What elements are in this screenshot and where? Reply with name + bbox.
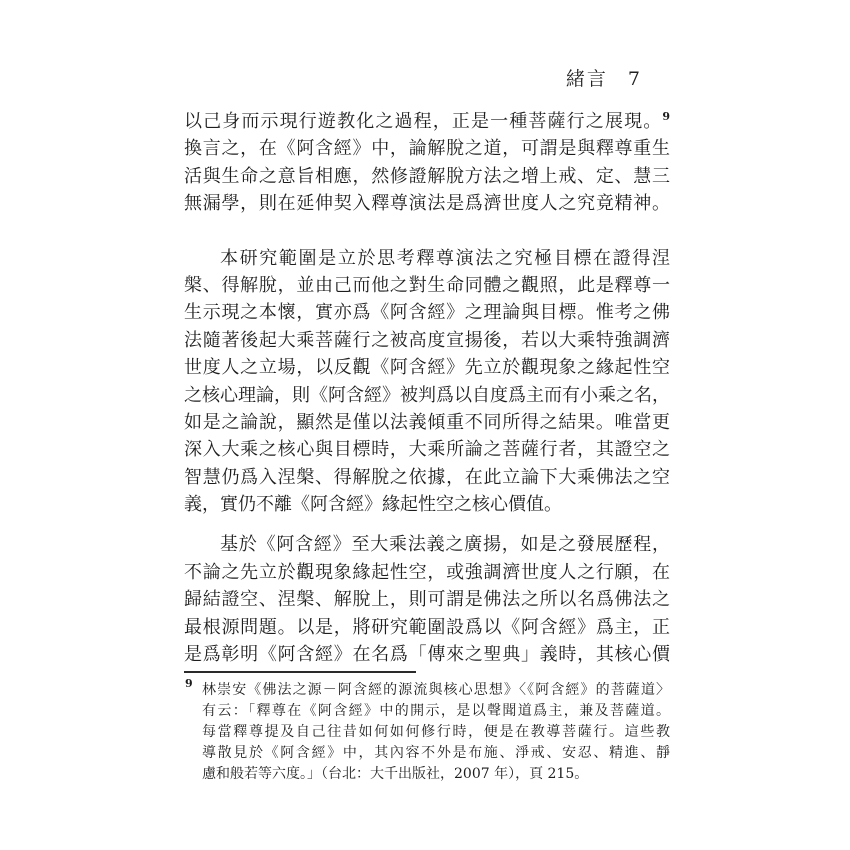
paragraph-3 [184,531,670,668]
footnote-line: 有云：「釋尊在《阿含經》中的開示，是以聲聞道爲主，兼及菩薩道。 [202,703,670,719]
paragraph-1 [184,108,670,218]
text-line: 義，實仍不離《阿含經》緣起性空之核心價值。 [184,494,562,516]
text-line: 世度人之立場，以反觀《阿含經》先立於觀現象之緣起性空 [184,357,670,379]
text-line: 歸結證空、涅槃、解脫上，則可謂是佛法之所以名爲佛法之 [184,589,670,611]
page-number: 7 [627,68,640,90]
text-line: 換言之，在《阿含經》中，論解脫之道，可謂是與釋尊重生 [184,138,670,160]
page-header [184,64,640,91]
footnote-line: 導散見於《阿含經》中，其內容不外是布施、淨戒、安忍、精進、靜 [202,745,670,761]
text-line: 不論之先立於觀現象緣起性空，或強調濟世度人之行願，在 [184,561,670,583]
footnote-separator-rule [184,671,416,673]
main-text-block [184,108,670,668]
text-line [184,108,670,135]
text-line: 法隨著後起大乘菩薩行之被高度宣揚後，若以大乘特強調濟 [184,329,670,351]
chapter-title: 緒言 [565,68,608,90]
text-line-content: 以己身而示現行遊教化之過程，正是一種菩薩行之展現。 [184,111,663,132]
text-line: 基於《阿含經》至大乘法義之廣揚，如是之發展歷程， [220,534,670,556]
text-line: 最根源問題。以是，將研究範圍設爲以《阿含經》爲主，正 [184,616,670,638]
text-line: 智慧仍爲入涅槃、得解脫之依據，在此立論下大乘佛法之空 [184,466,670,488]
text-line: 生示現之本懷，實亦爲《阿含經》之理論與目標。惟考之佛 [184,302,670,324]
footnote-9 [184,677,670,785]
text-line: 之核心理論，則《阿含經》被判爲以自度爲主而有小乘之名， [184,384,670,406]
text-line: 如是之論說，顯然是僅以法義傾重不同所得之結果。唯當更 [184,411,670,433]
footnote-line: 慮和般若等六度。」（台北：大千出版社，2007 年），頁 215。 [202,766,589,782]
text-line: 是爲彰明《阿含經》在名爲「傳來之聖典」義時，其核心價 [184,644,670,666]
footnote-marker: 9 [185,677,193,690]
text-line: 本研究範圍是立於思考釋尊演法之究極目標在證得涅 [220,247,670,269]
text-line: 槃、得解脫，並由己而他之對生命同體之觀照，此是釋尊一 [184,274,670,296]
text-line: 深入大乘之核心與目標時，大乘所論之菩薩行者，其證空之 [184,439,670,461]
text-line: 無漏學，則在延伸契入釋尊演法是爲濟世度人之究竟精神。 [184,193,670,215]
footnote-area [184,671,670,785]
paragraph-2 [184,245,670,519]
footnote-line: 林崇安《佛法之源－阿含經的源流與核心思想》〈《阿含經》的菩薩道〉 [202,682,670,698]
text-line: 活與生命之意旨相應，然修證解脫方法之增上戒、定、慧三 [184,165,670,187]
footnote-line: 每當釋尊提及自己往昔如何如何修行時，便是在教導菩薩行。這些教 [202,724,670,740]
footnote-ref-9: 9 [662,110,670,123]
